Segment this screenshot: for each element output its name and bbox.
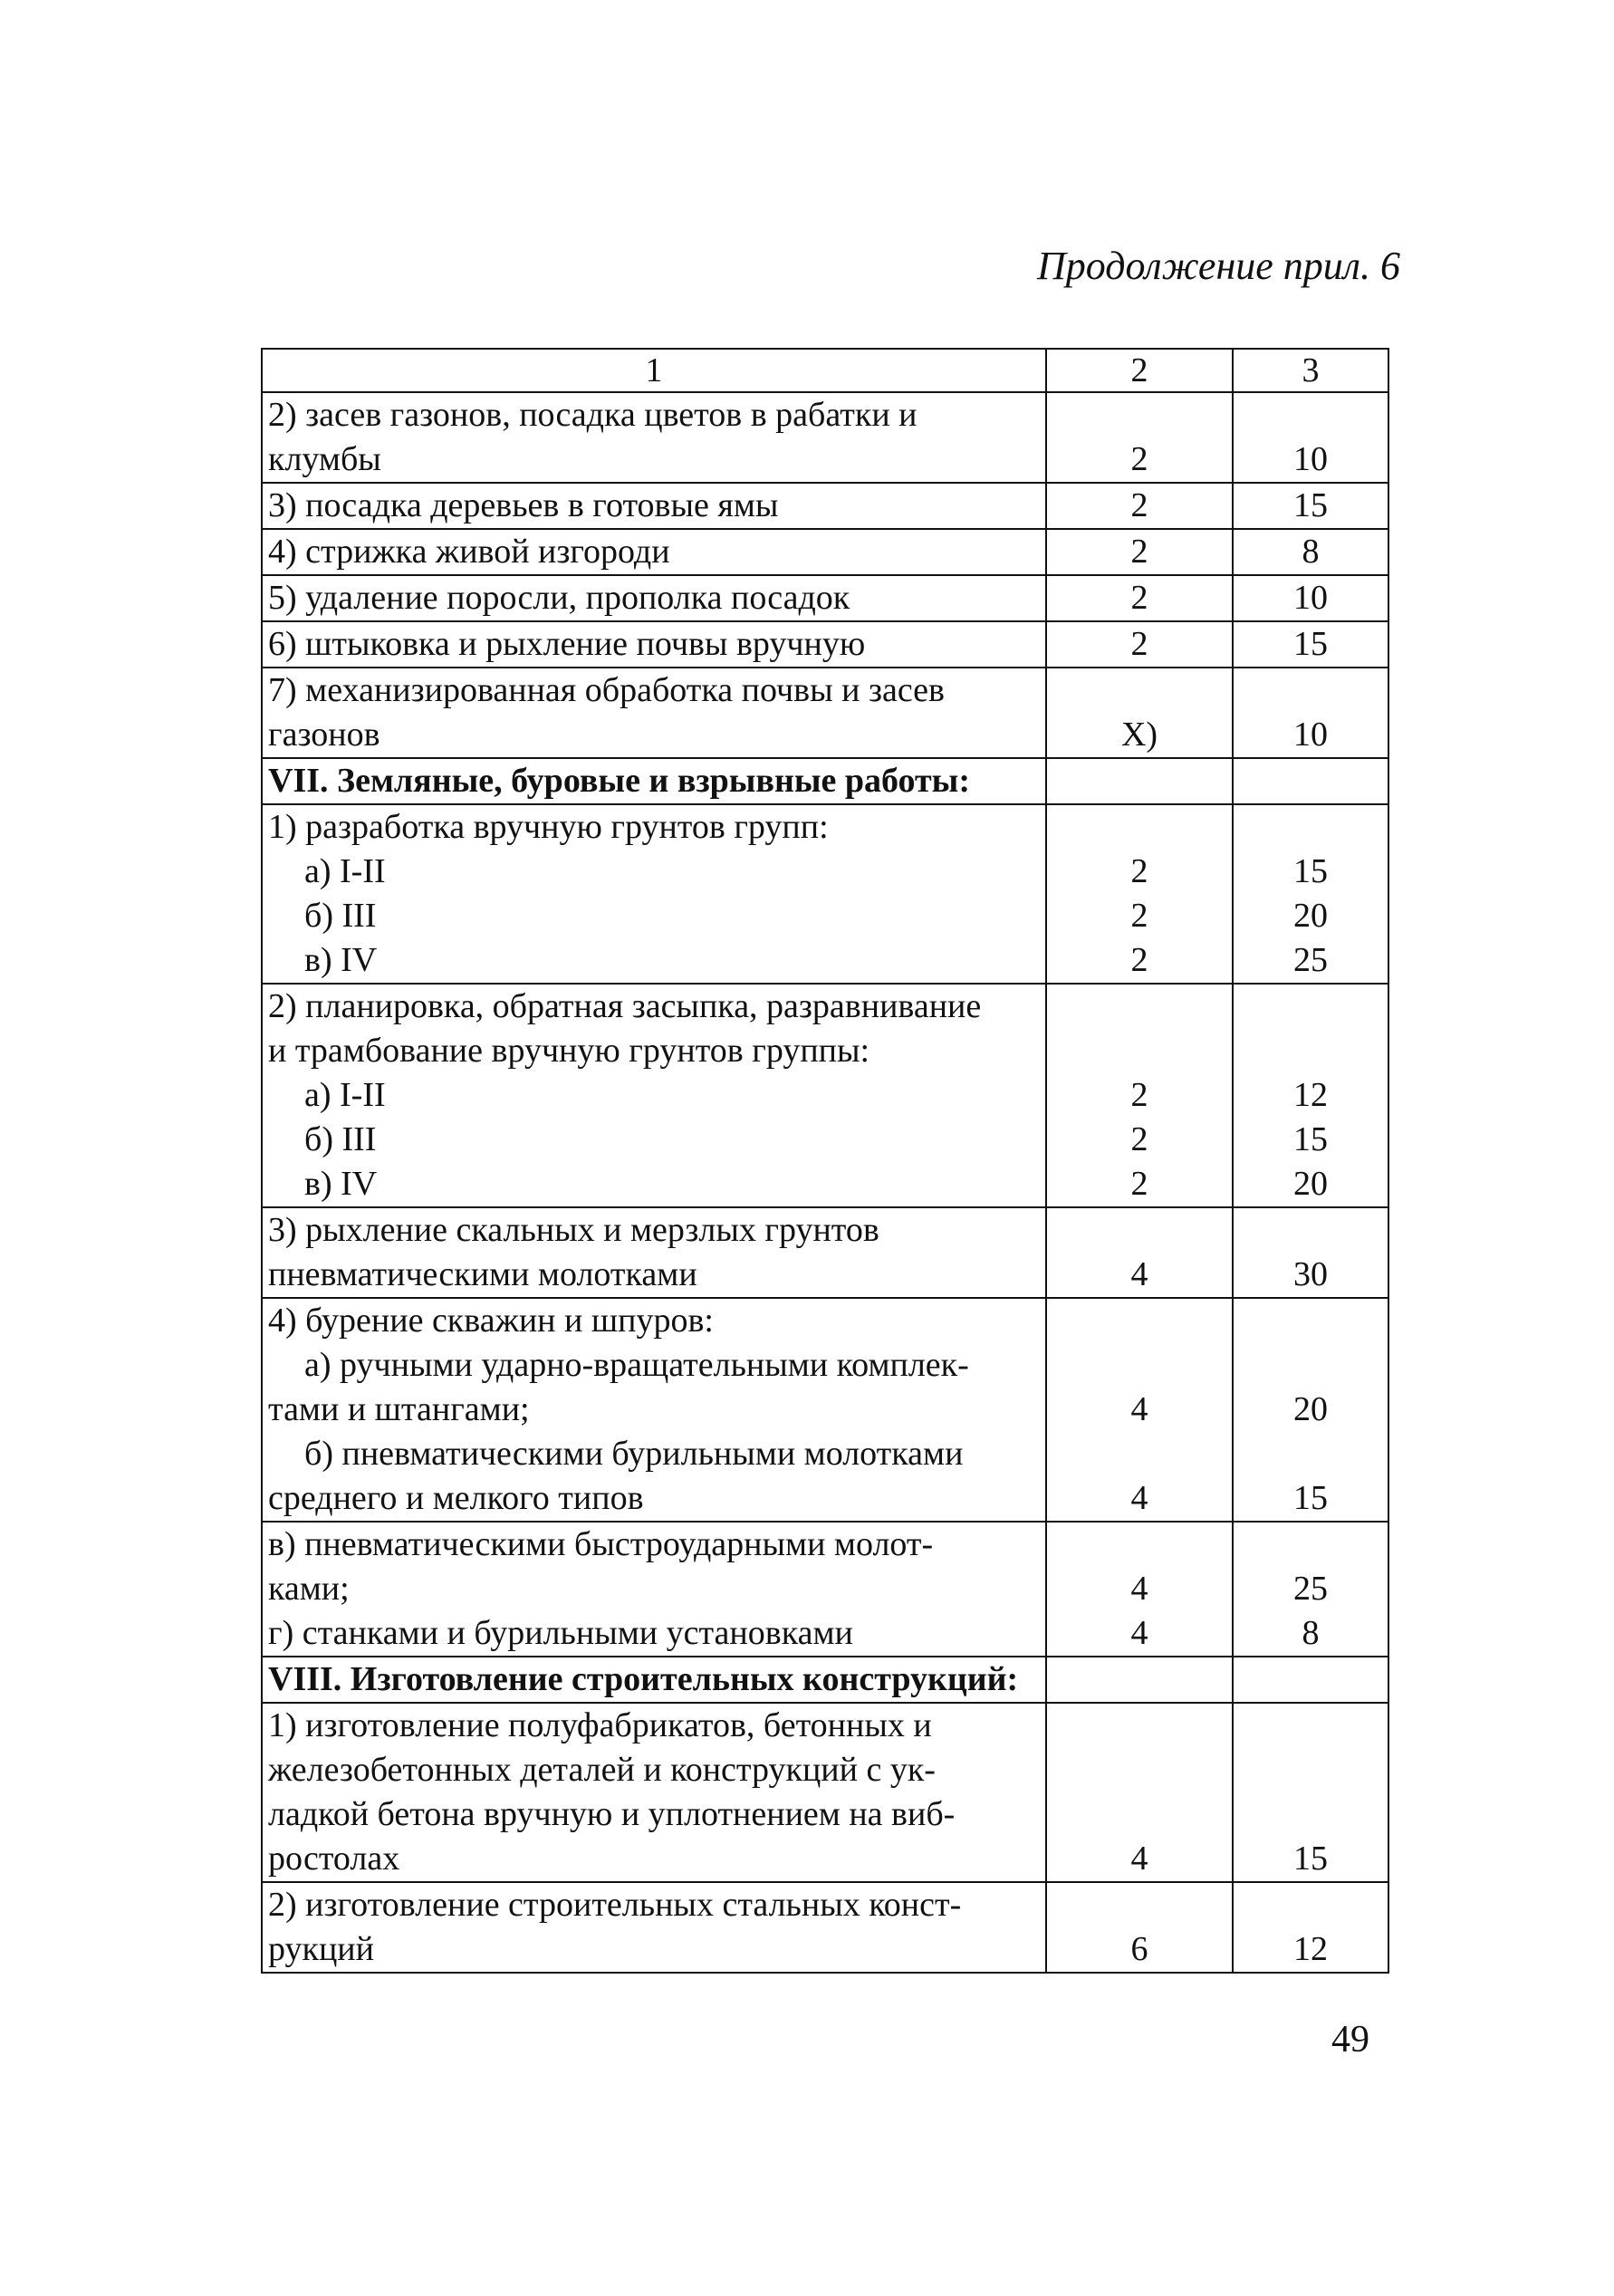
col3-value: 15 [1293,1120,1328,1158]
table-row [262,1882,1388,1973]
section-col3-cell [1233,1657,1388,1703]
table-row [262,1207,1388,1298]
col2-value: 4 [1130,1479,1148,1517]
work-type-line: ками; [268,1570,350,1608]
table-row [262,392,1388,483]
col3-value: 20 [1293,1390,1328,1428]
work-type-cell [262,392,1046,483]
work-type-cell [262,1882,1046,1973]
table-row [262,621,1388,668]
col3-value: 20 [1293,1165,1328,1203]
work-type-line: а) I-II [304,1076,386,1114]
col3-value-cell [1233,1207,1388,1298]
col3-value: 25 [1293,941,1328,979]
col3-value-cell [1233,1882,1388,1973]
table-row [262,804,1388,984]
work-type-line: б) пневматическими бурильными молотками [304,1435,964,1473]
col2-value: 2 [1130,897,1148,935]
col3-value-cell [1233,1522,1388,1657]
section-row [262,1657,1388,1703]
col3-value: 12 [1293,1076,1328,1114]
col2-value: 2 [1130,852,1148,890]
col3-value: 15 [1293,852,1328,890]
col3-value: 8 [1302,1614,1320,1652]
work-type-line: пневматическими молотками [268,1255,697,1293]
col2-value-cell [1046,804,1233,984]
work-type-line: 6) штыковка и рыхление почвы вручную [268,625,866,663]
col2-value: 4 [1130,1614,1148,1652]
col3-value-cell [1233,984,1388,1207]
col3-value: 8 [1302,533,1320,571]
col2-value: 2 [1130,625,1148,663]
section-col3-cell [1233,758,1388,804]
work-type-line: в) IV [304,941,378,979]
col3-value: 15 [1293,1840,1328,1878]
col3-value: 15 [1293,625,1328,663]
column-header-3: 3 [1233,349,1388,392]
col2-value-cell [1046,483,1233,529]
work-type-cell [262,984,1046,1207]
work-type-line: 3) посадка деревьев в готовые ямы [268,486,779,524]
work-type-cell [262,804,1046,984]
work-type-line: 3) рыхление скальных и мерзлых грунтов [268,1211,879,1249]
col2-value-cell [1046,621,1233,668]
work-type-cell [262,1703,1046,1882]
col3-value-cell [1233,483,1388,529]
col2-value: 2 [1130,1076,1148,1114]
section-col2-cell [1046,1657,1233,1703]
table-body [262,392,1388,1973]
col3-value-cell [1233,575,1388,621]
work-type-line: тами и штангами; [268,1390,530,1428]
work-type-line: железобетонных деталей и конструкций с ук- [268,1751,936,1789]
work-type-cell [262,575,1046,621]
col3-value: 10 [1293,440,1328,478]
col3-value: 15 [1293,1479,1328,1517]
table-row [262,483,1388,529]
col2-value-cell [1046,529,1233,575]
col2-value-cell [1046,1882,1233,1973]
work-type-line: б) III [304,897,377,935]
table-row [262,1298,1388,1522]
col2-value: 2 [1130,1120,1148,1158]
col3-value: 10 [1293,716,1328,754]
work-type-line: рукций [268,1930,374,1968]
col3-value [1239,1432,1382,1476]
work-type-cell [262,1522,1046,1657]
col2-value: Х) [1120,716,1158,754]
table-row [262,529,1388,575]
work-type-cell [262,668,1046,758]
col2-value: 2 [1130,533,1148,571]
work-type-cell [262,483,1046,529]
col2-value-cell [1046,575,1233,621]
work-type-line: 4) стрижка живой изгороди [268,533,670,571]
page-header: Продолжение прил. 6 [1037,244,1400,288]
section-title: VIII. Изготовление строительных конструкций: [268,1660,1019,1698]
work-type-line: клумбы [268,440,381,478]
col2-value-cell [1046,1207,1233,1298]
work-type-line: ладкой бетона вручную и уплотнением на виб- [268,1795,956,1833]
work-type-line: а) I-II [304,852,386,890]
section-col2-cell [1046,758,1233,804]
col2-value: 2 [1130,579,1148,617]
work-type-line: г) станками и бурильными установками [268,1614,853,1652]
col2-value-cell [1046,1522,1233,1657]
work-type-cell [262,1298,1046,1522]
work-type-cell [262,621,1046,668]
section-title-cell [262,1657,1046,1703]
col3-value-cell [1233,392,1388,483]
col2-value: 4 [1130,1840,1148,1878]
section-row [262,758,1388,804]
col3-value: 15 [1293,486,1328,524]
work-type-line: 5) удаление поросли, прополка посадок [268,579,850,617]
work-type-line: 2) планировка, обратная засыпка, разравнивание [268,987,982,1025]
page-number: 49 [1331,2019,1369,2061]
table-row [262,575,1388,621]
work-type-line: б) III [304,1120,377,1158]
col2-value: 2 [1130,1165,1148,1203]
col2-value-cell [1046,984,1233,1207]
col2-value: 2 [1130,486,1148,524]
col3-value-cell [1233,668,1388,758]
table-row [262,984,1388,1207]
col2-value: 4 [1130,1390,1148,1428]
col2-value-cell [1046,668,1233,758]
table-row [262,668,1388,758]
work-type-line: ростолах [268,1840,400,1878]
section-title-cell [262,758,1046,804]
work-type-line: среднего и мелкого типов [268,1479,644,1517]
col2-value-cell [1046,1298,1233,1522]
col3-value: 25 [1293,1570,1328,1608]
table-row [262,1703,1388,1882]
table-header [262,349,1388,392]
col3-value: 10 [1293,579,1328,617]
work-type-line: 2) засев газонов, посадка цветов в рабатки и [268,396,917,434]
work-type-line: а) ручными ударно-вращательными комплек- [304,1346,969,1384]
col3-value-cell [1233,804,1388,984]
work-type-line: и трамбование вручную грунтов группы: [268,1032,870,1070]
work-type-line: 4) бурение скважин и шпуров: [268,1302,714,1340]
col3-value: 20 [1293,897,1328,935]
col3-value: 30 [1293,1255,1328,1293]
col3-value-cell [1233,621,1388,668]
col3-value-cell [1233,1703,1388,1882]
work-type-line: 1) изготовление полуфабрикатов, бетонных и [268,1706,932,1744]
work-type-line: газонов [268,716,380,754]
col3-value-cell [1233,1298,1388,1522]
col3-value: 12 [1293,1930,1328,1968]
col2-value: 4 [1130,1255,1148,1293]
col2-value: 6 [1130,1930,1148,1968]
table-row [262,1522,1388,1657]
col3-value-cell [1233,529,1388,575]
work-type-cell [262,529,1046,575]
work-type-line: в) IV [304,1165,378,1203]
column-header-2: 2 [1046,349,1233,392]
col2-value [1052,1432,1226,1476]
col2-value: 2 [1130,941,1148,979]
section-title: VII. Земляные, буровые и взрывные работы: [268,762,970,800]
col2-value: 4 [1130,1570,1148,1608]
work-type-line: 1) разработка вручную грунтов групп: [268,808,829,846]
norms-table [261,348,1389,1974]
work-type-cell [262,1207,1046,1298]
col2-value-cell [1046,392,1233,483]
column-header-1: 1 [262,349,1046,392]
col2-value-cell [1046,1703,1233,1882]
work-type-line: 2) изготовление строительных стальных конст- [268,1886,962,1924]
work-type-line: 7) механизированная обработка почвы и засев [268,671,945,709]
work-type-line: в) пневматическими быстроударными молот- [268,1525,934,1563]
col2-value: 2 [1130,440,1148,478]
table-header-row [262,349,1388,392]
